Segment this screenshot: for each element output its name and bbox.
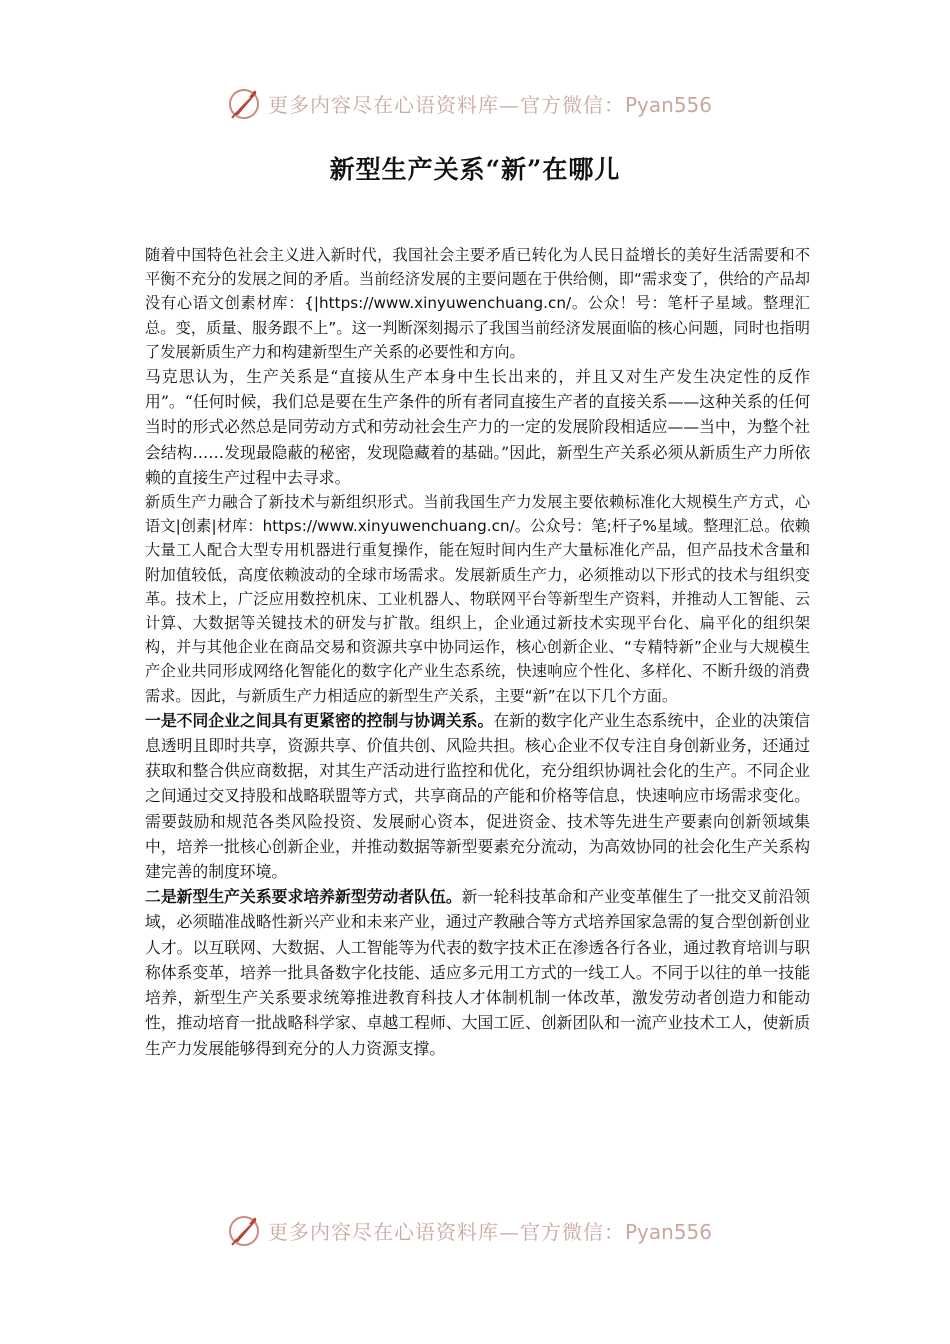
paragraph-marx: 马克思认为，生产关系是“直接从生产本身中生长出来的，并且又对生产发生决定性的反作用”。“任何时候，我们总是要在生产条件的所有者同直接生产者的直接关系——这种关系的任何当时的形式必然总是同劳动方式和劳动社会生产力的一定的发展阶段相适应——当中，为整个社会结构……发现最隐蔽的秘密，发现隐藏着的基础。”因此，新型生产关系必须从新质生产力所依赖的直接生产过程中去寻求。 xyxy=(145,367,810,487)
paragraph-intro: 随着中国特色社会主义进入新时代，我国社会主要矛盾已转化为人民日益增长的美好生活需要和不平衡不充分的发展之间的矛盾。当前经济发展的主要问题在于供给侧，即“需求变了，供给的产品却没有心语文创素材库：{|https://www.xinyuwenchuang.cn/。公众！号：笔杆子星域。整理汇总。变，质量、服务跟不上”。这一判断深刻揭示了我国当前经济发展面临的核心问题，同时也指明了发展新质生产力和构建新型生产关系的必要性和方向。 xyxy=(145,246,810,361)
banner-text: 更多内容尽在心语资料库—官方微信：Pyan556 xyxy=(268,92,713,117)
document-body xyxy=(145,243,810,1061)
point-two-text: 新一轮科技革命和产业变革催生了一批交叉前沿领域，必须瞄准战略性新兴产业和未来产业，通过产教融合等方式培养国家急需的复合型创新创业人才。以互联网、大数据、人工智能等为代表的数字技术正在渗透各行各业，通过教育培训与职称体系变革，培养一批具备数字化技能、适应多元用工方式的一线工人。不同于以往的单一技能培养，新型生产关系要求统筹推进教育科技人才体制机制一体改革，激发劳动者创造力和能动性，推动培育一批战略科学家、卓越工程师、大国工匠、创新团队和一流产业技术工人，使新质生产力发展能够得到充分的人力资源支撑。 xyxy=(145,887,810,1058)
banner-text: 更多内容尽在心语资料库—官方微信：Pyan556 xyxy=(268,1219,713,1244)
paragraph-productivity: 新质生产力融合了新技术与新组织形式。当前我国生产力发展主要依赖标准化大规模生产方式，心语文|创素|材库：https://www.xinyuwenchuang.cn/。公众号：笔;杆子%星域。整理汇总。依赖大量工人配合大型专用机器进行重复操作，能在短时间内生产大量标准化产品，但产品技术含量和附加值较低，高度依赖波动的全球市场需求。发展新质生产力，必须推动以下形式的技术与组织变革。技术上，广泛应用数控机床、工业机器人、物联网平台等新型生产资料，并推动人工智能、云计算、大数据等关键技术的研发与扩散。组织上，企业通过新技术实现平台化、扁平化的组织架构，并与其他企业在商品交易和资源共享中协同运作，核心创新企业、“专精特新”企业与大规模生产企业共同形成网络化智能化的数字化产业生态系统，快速响应个性化、多样化、不断升级的消费需求。因此，与新质生产力相适应的新型生产关系，主要“新”在以下几个方面。 xyxy=(145,493,810,705)
point-two xyxy=(145,884,810,1060)
wechat-id: Pyan556 xyxy=(625,92,713,117)
quill-pen-logo-icon xyxy=(226,85,262,121)
header-watermark-banner xyxy=(226,83,726,123)
footer-watermark-banner xyxy=(226,1210,726,1250)
wechat-id: Pyan556 xyxy=(625,1219,713,1244)
point-two-heading: 二是新型生产关系要求培养新型劳动者队伍。 xyxy=(145,887,462,907)
quill-pen-logo-icon xyxy=(226,1212,262,1248)
document-title: 新型生产关系“新”在哪儿 xyxy=(329,155,621,184)
point-one-heading: 一是不同企业之间具有更紧密的控制与协调关系。 xyxy=(145,710,494,730)
point-one-text: 在新的数字化产业生态系统中，企业的决策信息透明且即时共享，资源共享、价值共创、风险共担。核心企业不仅专注自身创新业务，还通过获取和整合供应商数据，对其生产活动进行监控和优化，充分组织协调社会化的生产。不同企业之间通过交叉持股和战略联盟等方式，共享商品的产能和价格等信息，快速响应市场需求变化。需要鼓励和规范各类风险投资、发展耐心资本，促进资金、技术等先进生产要素向创新领域集中，培养一批核心创新企业，并推动数据等新型要素充分流动，为高效协同的社会化生产关系构建完善的制度环境。 xyxy=(145,710,810,882)
point-one xyxy=(145,708,810,884)
